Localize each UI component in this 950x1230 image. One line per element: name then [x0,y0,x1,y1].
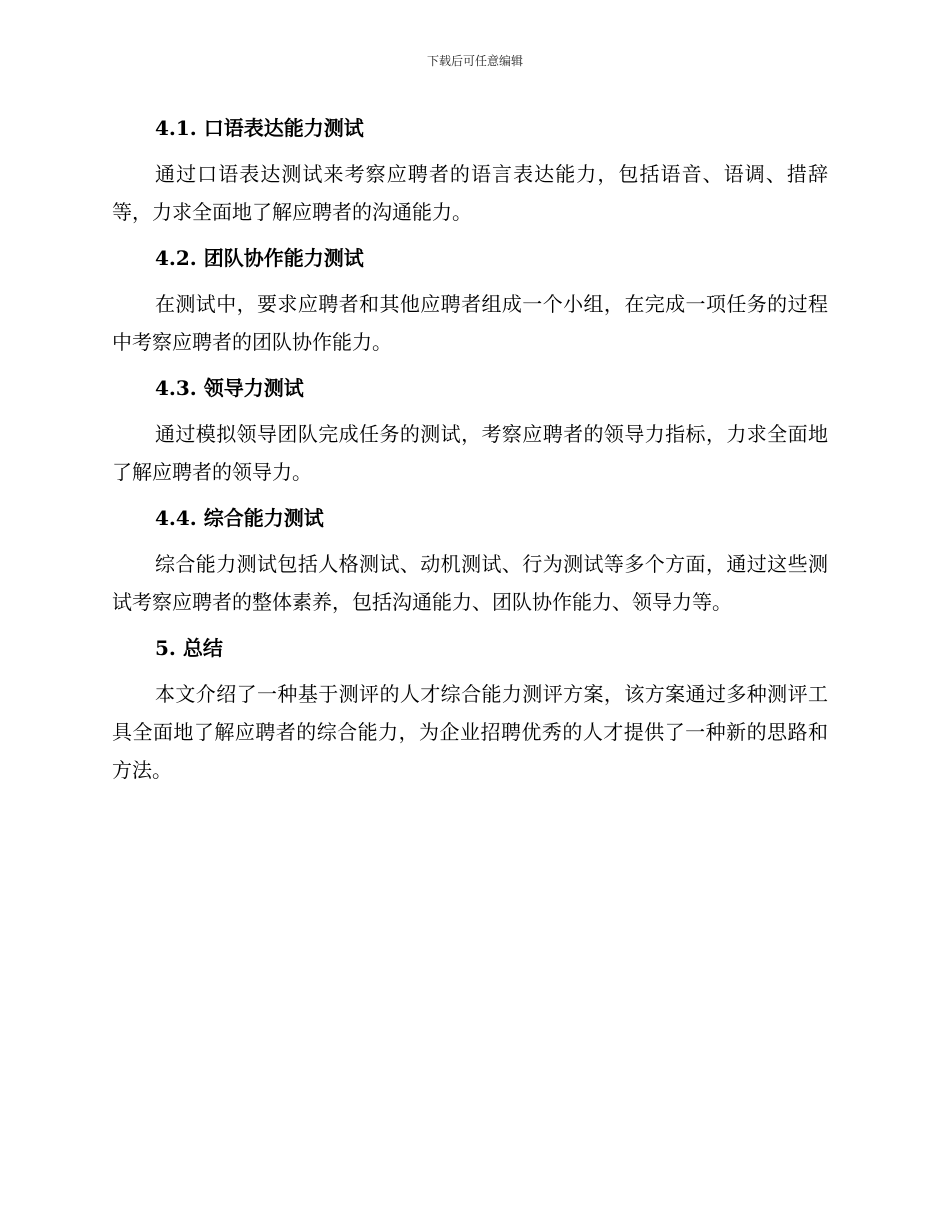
section-heading-4-4: 4.4. 综合能力测试 [155,506,324,530]
page-header: 下载后可任意编辑 [426,54,523,68]
section-paragraph-5: 本文介绍了一种基于测评的人才综合能力测评方案，该方案通过多种测评工具全面地了解应聘者的综合能力，为企业招聘优秀的人才提供了一种新的思路和方法。 [112,682,828,782]
section-paragraph-4-4: 综合能力测试包括人格测试、动机测试、行为测试等多个方面，通过这些测试考察应聘者的整体素养，包括沟通能力、团队协作能力、领导力等。 [112,552,828,614]
section-heading-4-1: 4.1. 口语表达能力测试 [155,116,364,140]
section-heading-4-2: 4.2. 团队协作能力测试 [155,246,364,270]
section-heading-5: 5. 总结 [155,636,223,660]
document-body [112,108,828,789]
section-paragraph-4-2: 在测试中，要求应聘者和其他应聘者组成一个小组，在完成一项任务的过程中考察应聘者的团队协作能力。 [112,292,828,354]
section-heading-4-3: 4.3. 领导力测试 [155,376,304,400]
section-paragraph-4-3: 通过模拟领导团队完成任务的测试，考察应聘者的领导力指标，力求全面地了解应聘者的领导力。 [112,422,828,484]
section-paragraph-4-1: 通过口语表达测试来考察应聘者的语言表达能力，包括语音、语调、措辞等，力求全面地了解应聘者的沟通能力。 [112,162,828,224]
